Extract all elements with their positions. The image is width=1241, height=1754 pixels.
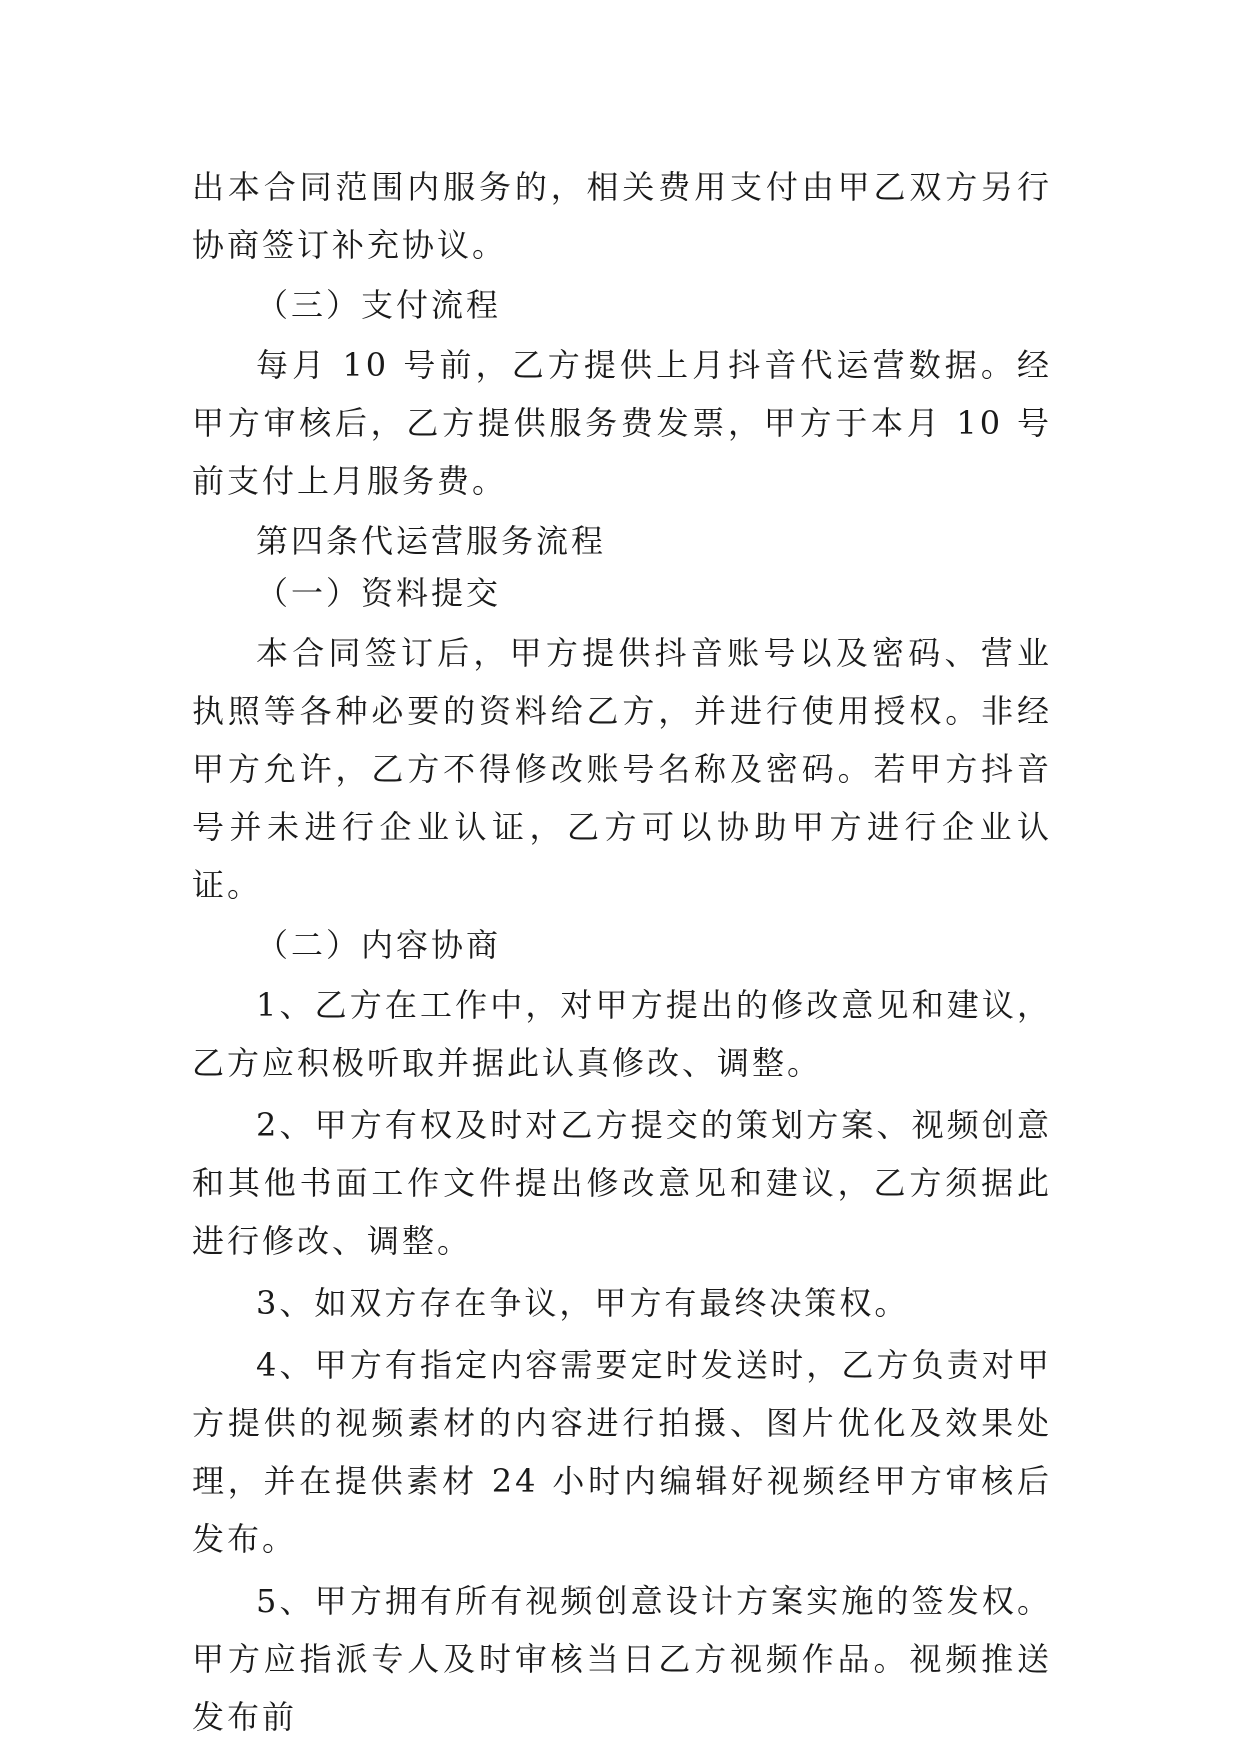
list-item-1: 1、乙方在工作中，对甲方提出的修改意见和建议，乙方应积极听取并据此认真修改、调整。 [192, 986, 1052, 1082]
list-item-3: 3、如双方存在争议，甲方有最终决策权。 [256, 1284, 910, 1322]
paragraph-payment: 每月 10 号前，乙方提供上月抖音代运营数据。经甲方审核后，乙方提供服务费发票，甲方于本月 10 号前支付上月服务费。 [192, 346, 1052, 500]
list-item-5: 5、甲方拥有所有视频创意设计方案实施的签发权。甲方应指派专人及时审核当日乙方视频作品。视频推送发布前 [192, 1582, 1052, 1736]
heading-content-negotiation: （二）内容协商 [256, 926, 502, 964]
list-item-2: 2、甲方有权及时对乙方提交的策划方案、视频创意和其他书面工作文件提出修改意见和建议，乙方须据此进行修改、调整。 [192, 1106, 1052, 1260]
list-item-4: 4、甲方有指定内容需要定时发送时，乙方负责对甲方提供的视频素材的内容进行拍摄、图片优化及效果处理，并在提供素材 24 小时内编辑好视频经甲方审核后发布。 [192, 1346, 1052, 1558]
paragraph-materials: 本合同签订后，甲方提供抖音账号以及密码、营业执照等各种必要的资料给乙方，并进行使用授权。非经甲方允许，乙方不得修改账号名称及密码。若甲方抖音号并未进行企业认证，乙方可以协助甲方进行企业认证。 [192, 634, 1052, 904]
heading-materials: （一）资料提交 [256, 574, 502, 612]
heading-article-four: 第四条代运营服务流程 [256, 522, 607, 560]
paragraph-continuation: 出本合同范围内服务的，相关费用支付由甲乙双方另行协商签订补充协议。 [192, 168, 1052, 264]
heading-payment-process: （三）支付流程 [256, 286, 502, 324]
document-body [192, 158, 1052, 1746]
